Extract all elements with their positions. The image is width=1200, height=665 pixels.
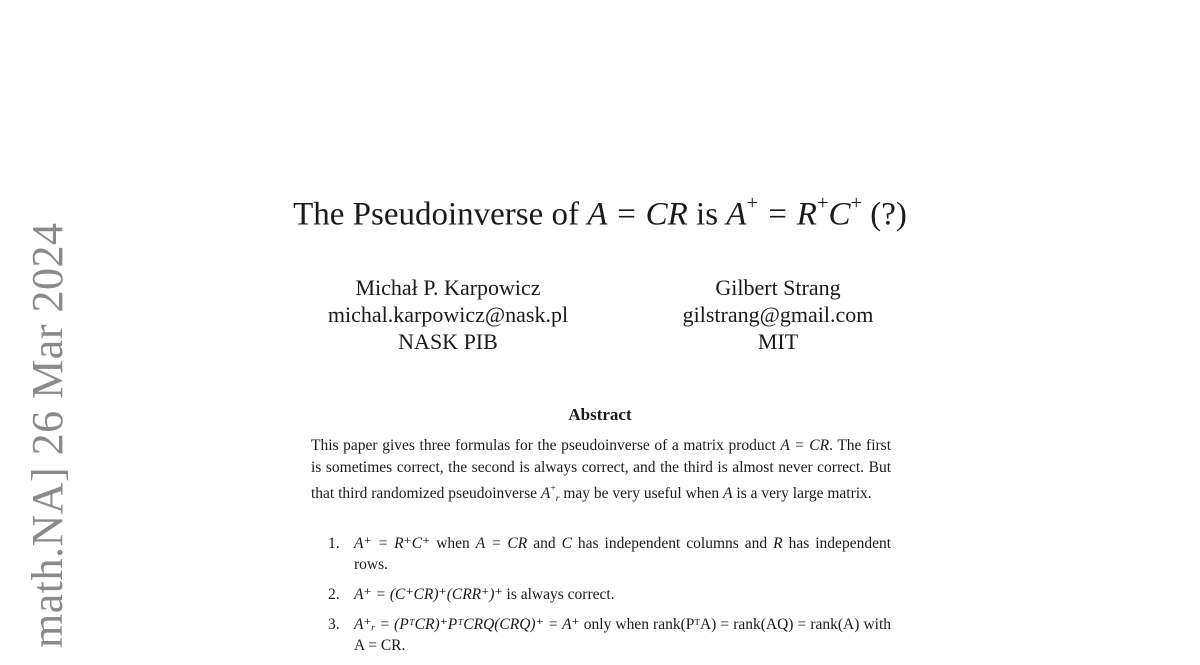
author-name: Gilbert Strang [715, 275, 841, 300]
title-eq2-a: A [726, 196, 747, 233]
list-formula: A⁺ = (C⁺CR)⁺(CRR⁺)⁺ [354, 586, 503, 603]
list-number: 3. [328, 616, 340, 633]
abstract-p7: is a very large matrix. [736, 485, 872, 503]
list-formula: A⁺ᵣ = (PᵀCR)⁺PᵀCRQ(CRQ)⁺ = A⁺ [354, 616, 580, 633]
author-email: michal.karpowicz@nask.pl [327, 302, 569, 327]
title-text: The Pseudoinverse of [293, 196, 580, 233]
author-email: gilstrang@gmail.com [682, 302, 874, 327]
list-text: has independent rows. [354, 535, 892, 573]
title-eq2-eq: = R [758, 196, 817, 233]
list-item [311, 584, 891, 605]
author-block-2 [618, 274, 938, 355]
list-formula: A = CR [475, 535, 528, 552]
title-plus-2: + [816, 192, 829, 214]
list-item [311, 614, 891, 656]
list-number: 2. [328, 586, 340, 603]
abstract-heading: Abstract [568, 405, 632, 424]
list-formula: A⁺ = R⁺C⁺ [354, 535, 431, 552]
list-number: 1. [328, 535, 340, 552]
abstract-p5: may be very useful when [563, 485, 720, 503]
list-text: rank(AQ) = rank(A) with A = CR. [354, 616, 892, 654]
abstract-p3: . The first is sometimes correct, the second is always correct, and the third is almost never correct. But that third randomized pseudoinverse [311, 437, 891, 503]
abstract-p4-sup: + [550, 483, 556, 494]
list-text: when [436, 535, 470, 552]
author-affiliation: MIT [757, 329, 799, 354]
list-text: has independent columns and [577, 535, 768, 552]
abstract-p6: A [723, 485, 733, 503]
title-question: (?) [870, 196, 907, 233]
arxiv-side-stamp: math.NA] 26 Mar 2024 [23, 222, 72, 648]
author-block-1 [288, 274, 608, 355]
list-text: is always correct. [506, 586, 615, 603]
title-eq1: A = CR [587, 196, 688, 233]
abstract-body [311, 435, 891, 510]
title-plus-1: + [746, 192, 758, 214]
list-formula: C [561, 535, 572, 552]
list-item [311, 533, 891, 575]
paper-title [0, 192, 1200, 233]
title-is: is [696, 196, 719, 233]
title-eq2-c: C [828, 196, 851, 233]
author-affiliation: NASK PIB [398, 329, 498, 354]
title-plus-3: + [850, 192, 863, 214]
list-text: only when rank(PᵀA) = [583, 616, 730, 633]
list-formula: R [773, 535, 783, 552]
author-name: Michał P. Karpowicz [355, 275, 541, 300]
list-text: and [533, 535, 556, 552]
formula-list [311, 533, 891, 665]
abstract-p4-sub: r [555, 493, 560, 505]
abstract-p4-a: A [540, 485, 551, 503]
abstract-p1: This paper gives three formulas for the pseudoinverse of a matrix product [311, 437, 776, 454]
abstract-p2: A = CR [780, 437, 830, 454]
